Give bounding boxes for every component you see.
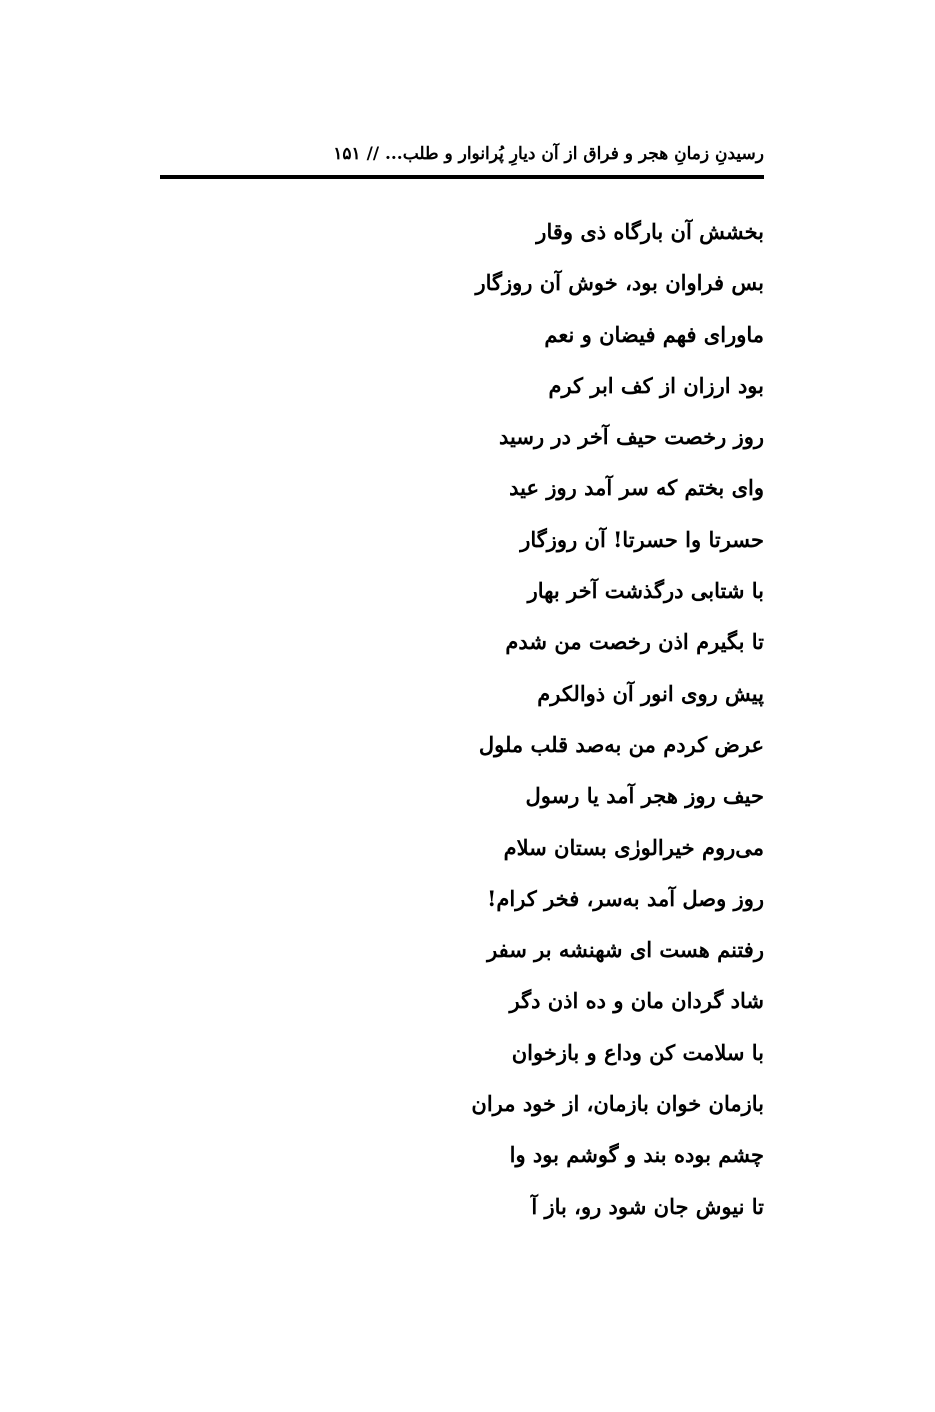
running-header (160, 140, 764, 174)
verse-line: بخشش آن بارگاه ذی وقار (536, 219, 764, 244)
verse-line: شاد گردان مان و ده اذن دگر (509, 988, 764, 1014)
verse-line: رفتنم هست ای شهنشه بر سفر (487, 937, 764, 963)
verse-line: تا بگیرم اذن رخصت من شدم (505, 629, 764, 655)
verse-line: تا نیوش جان شود رو، باز آ (531, 1193, 764, 1219)
verse-line: ماورای فهم فیضان و نعم (544, 321, 764, 347)
verse-line: حیف روز هجر آمد یا رسول (525, 783, 764, 809)
poem (264, 206, 764, 1232)
verse-line: پیش روی انور آن ذوالکرم (537, 680, 764, 706)
verse-line: بس فراوان بود، خوش آن روزگار (475, 270, 764, 296)
verse-line: وای بختم که سر آمد روز عید (509, 475, 764, 501)
verse-line: با سلامت کن وداع و بازخوان (511, 1039, 764, 1065)
verse-line: چشم بوده بند و گوشم بود وا (509, 1142, 764, 1168)
verse-line: روز وصل آمد به‌سر، فخر کرام! (487, 885, 764, 911)
verse-line: بود ارزان از کف ابر کرم (548, 372, 764, 398)
header-title: رسیدنِ زمانِ هجر و فراق از آن دیارِ پُرانوار و طلب... // ۱۵۱ (333, 144, 764, 164)
header-rule (160, 175, 764, 179)
verse-line: با شتابی درگذشت آخر بهار (527, 578, 764, 604)
verse-line: حسرتا وا حسرتا! آن روزگار (520, 526, 764, 552)
verse-line: می‌روم خیرالورٰی بستان سلام (503, 834, 764, 860)
verse-line: روز رخصت حیف آخر در رسید (499, 424, 764, 450)
verse-line: عرض کردم من به‌صد قلب ملول (478, 731, 764, 757)
verse-line: بازمان خوان بازمان، از خود مران (471, 1091, 764, 1117)
